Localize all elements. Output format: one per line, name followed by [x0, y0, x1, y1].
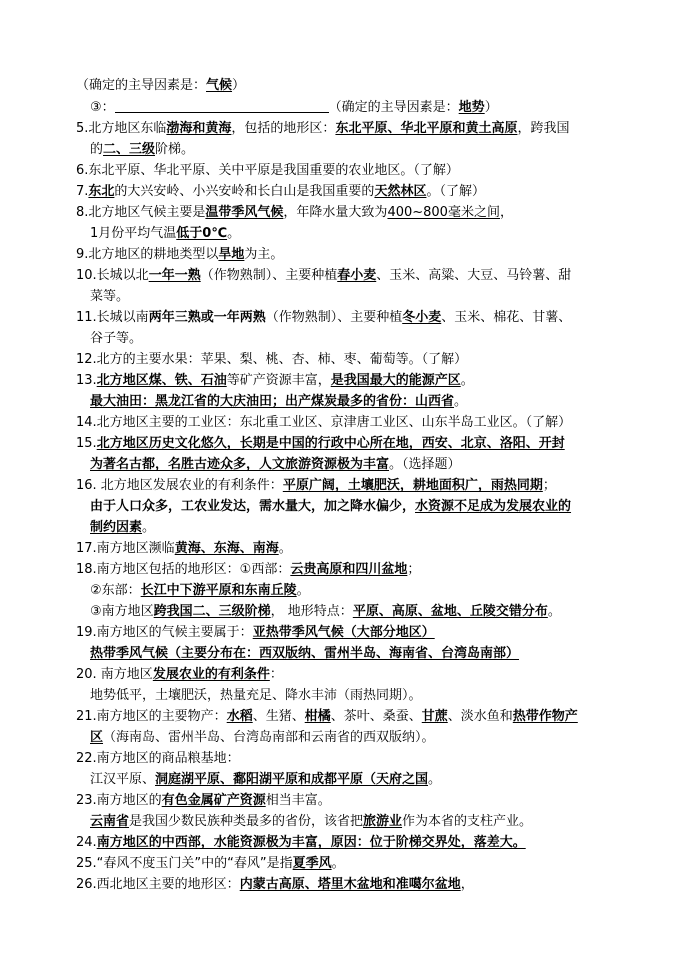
- text-line: 19.南方地区的气候主要属于：亚热带季风气候（大部分地区）: [76, 625, 435, 640]
- text-line: 菜等。: [90, 289, 130, 304]
- text-line: 谷子等。: [90, 331, 143, 346]
- text-line: 热带季风气候（主要分布在：西双版纳、雷州半岛、海南省、台湾岛南部）: [90, 646, 520, 661]
- text-line: ③南方地区跨我国二、三级阶梯， 地形特点：平原、高原、盆地、丘陵交错分布。: [90, 604, 561, 619]
- text-line: 25.“春风不度玉门关”中的“春风”是指夏季风。: [76, 856, 345, 871]
- text-line: ②东部：长江中下游平原和东南丘陵。: [90, 583, 310, 598]
- text-line: 6.东北平原、华北平原、关中平原是我国重要的农业地区。（了解）: [76, 163, 459, 178]
- text-line: 制约因素。: [90, 520, 156, 535]
- text-line: 8.北方地区气候主要是温带季风气候，年降水量大致为400~800毫米之间，: [76, 205, 513, 220]
- text-line: 24.南方地区的中西部，水能资源极为丰富，原因：位于阶梯交界处，落差大。: [76, 835, 526, 850]
- text-line: 10.长城以北一年一熟（作物熟制）、主要种植春小麦、玉米、高粱、大豆、马铃薯、甜: [76, 268, 572, 283]
- text-line: 21.南方地区的主要物产：水稻、生猪、柑橘、茶叶、桑蚕、甘蔗、淡水鱼和热带作物产: [76, 709, 578, 724]
- text-line: 23.南方地区的有色金属矿产资源相当丰富。: [76, 793, 331, 808]
- text-line: 云南省是我国少数民族种类最多的省份，该省把旅游业作为本省的支柱产业。: [90, 814, 533, 829]
- text-line: ③： （确定的主导因素是：地势）: [90, 100, 498, 115]
- fill-in-blank: [115, 99, 329, 113]
- text-line: 的二、三级阶梯。: [90, 142, 195, 157]
- text-line: 22.南方地区的商品粮基地：: [76, 751, 240, 766]
- text-line: 7.东北的大兴安岭、小兴安岭和长白山是我国重要的天然林区。（了解）: [76, 184, 485, 199]
- text-line: 26.西北地区主要的地形区：内蒙古高原、塔里木盆地和准噶尔盆地，: [76, 877, 474, 892]
- text-line: 18.南方地区包括的地形区：①西部：云贵高原和四川盆地；: [76, 562, 421, 577]
- text-line: 地势低平，土壤肥沃，热量充足、降水丰沛（雨热同期）。: [90, 688, 422, 703]
- text-line: 15.北方地区历史文化悠久，长期是中国的行政中心所在地，西安、北京、洛阳、开封: [76, 436, 565, 451]
- text-line: 由于人口众多，工农业发达，需水量大，加之降水偏少，水资源不足成为发展农业的: [90, 499, 572, 514]
- text-line: 9.北方地区的耕地类型以旱地为主。: [76, 247, 284, 262]
- text-line: 20. 南方地区发展农业的有利条件：: [76, 667, 283, 682]
- text-line: 区（海南岛、雷州半岛、台湾岛南部和云南省的西双版纳）。: [90, 730, 435, 745]
- text-line: 为著名古都，名胜古迹众多，人文旅游资源极为丰富。（选择题）: [90, 457, 461, 472]
- text-line: 5.北方地区东临渤海和黄海，包括的地形区：东北平原、华北平原和黄土高原，跨我国: [76, 121, 570, 136]
- text-line: 14.北方地区主要的工业区：东北重工业区、京津唐工业区、山东半岛工业区。（了解）: [76, 415, 572, 430]
- text-line: 11.长城以南两年三熟或一年两熟（作物熟制）、主要种植冬小麦、玉米、棉花、甘薯、: [76, 310, 572, 325]
- text-line: 江汉平原、洞庭湖平原、鄱阳湖平原和成都平原（天府之国。: [90, 772, 442, 787]
- text-line: 17.南方地区濒临黄海、东海、南海。: [76, 541, 292, 556]
- text-line: 13.北方地区煤、铁、石油等矿产资源丰富，是我国最大的能源产区。: [76, 373, 474, 388]
- text-line: 12.北方的主要水果：苹果、梨、桃、杏、柿、枣、葡萄等。（了解）: [76, 352, 468, 367]
- text-line: 最大油田：黑龙江省的大庆油田；出产煤炭最多的省份：山西省。: [90, 394, 468, 409]
- text-line: 1月份平均气温低于0℃。: [90, 226, 241, 241]
- text-line: （确定的主导因素是：气候）: [76, 78, 246, 93]
- text-line: 16. 北方地区发展农业的有利条件：平原广阔，土壤肥沃，耕地面积广，雨热同期；: [76, 478, 556, 493]
